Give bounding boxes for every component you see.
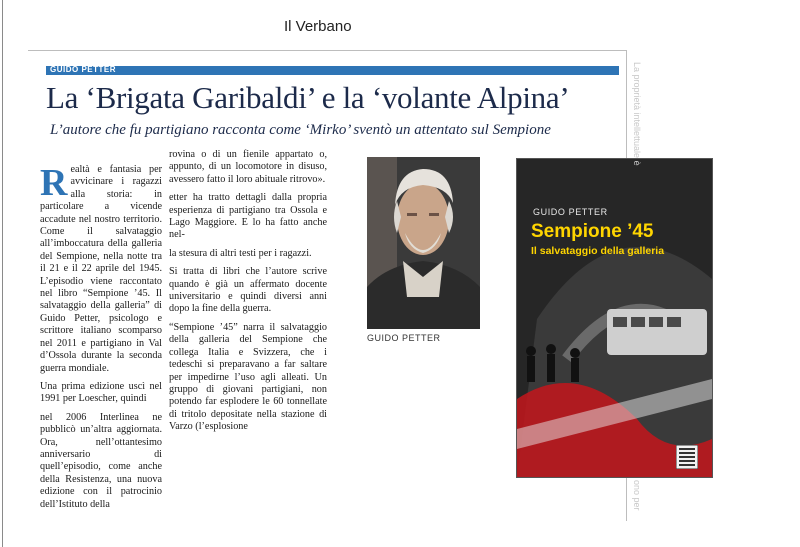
book-subtitle: Il salvataggio della galleria — [531, 245, 665, 257]
photo-caption: GUIDO PETTER — [367, 333, 441, 343]
edge-note-bottom: ono per — [632, 480, 642, 511]
column-2-paragraph: la stesura di altri testi per i ragazzi. — [169, 247, 312, 259]
drop-cap: R — [40, 162, 68, 204]
text-column-2 — [169, 149, 327, 440]
portrait-illustration — [367, 157, 480, 329]
column-2-paragraph: “Sempione ’45” narra il salvataggio della galleria del Sempione che collega Italia e Svizzera, che i tedeschi si preparavano a far saltare per impedirne l’uso agli alleati. Un gruppo di giovani partigiani, non potendo far esplodere le 60 tonnellate di tritolo depositate nella stazione di Varzo (l’esplosione — [169, 321, 327, 433]
page-left-border — [2, 0, 3, 547]
column-2-paragraph: Si tratta di libri che l’autore scrive quando è già un affermato docente universitario e quindi diversi anni dopo la fine della guerra. — [169, 266, 327, 315]
column-2-paragraph: rovina o di un fienile appartato o, appunto, di un locomotore in disuso, avessero fatto il loro abituale ritrovo». — [169, 149, 327, 185]
publisher-logo — [676, 445, 698, 469]
column-1-text: ealtà e fantasia per avvicinare i ragazzi alla storia: in particolare a vicende accadute nel nostro territorio. Come il salvataggio all’imboccatura della galleria del Sempione, nella notte tra il 21 e il 22 aprile del 1945. L’episodio viene raccontato nel libro “Sempione ’45. Il salvataggio della galleria” di Guido Petter, psicologo e scrittore italiano scomparso nel 2011 e partigiano in Val d’Ossola durante la seconda guerra mondiale. — [40, 164, 162, 374]
text-column-1 — [40, 164, 162, 517]
book-cover — [516, 158, 713, 478]
edge-note: La proprietà intellettuale è — [632, 62, 642, 166]
book-title: Sempione ’45 — [531, 221, 654, 242]
column-2-paragraph: etter ha tratto dettagli dalla propria esperienza di partigiano tra Ossola e Lago Maggiore. E lo ha fatto anche nel- — [169, 192, 327, 241]
column-1-paragraph: Una prima edizione uscì nel 1991 per Loescher, quindi — [40, 380, 162, 405]
source-title: Il Verbano — [284, 18, 352, 35]
section-label: GUIDO PETTER — [50, 65, 117, 74]
section-bar — [46, 66, 619, 75]
article-subtitle: L’autore che fu partigiano racconta come ‘Mirko’ sventò un attentato sul Sempione — [50, 122, 551, 138]
book-author: GUIDO PETTER — [533, 207, 608, 217]
column-1-paragraph: nel 2006 Interlinea ne pubblicò un’altra aggiornata. Ora, nell’ottantesimo anniversario di quell’episodio, come anche della Resistenza, una nuova edizione con il patrocinio dell’Istituto della — [40, 411, 162, 510]
column-1-paragraph — [40, 164, 162, 375]
author-portrait — [367, 157, 480, 329]
article-headline: La ‘Brigata Garibaldi’ e la ‘volante Alpina’ — [46, 80, 570, 115]
